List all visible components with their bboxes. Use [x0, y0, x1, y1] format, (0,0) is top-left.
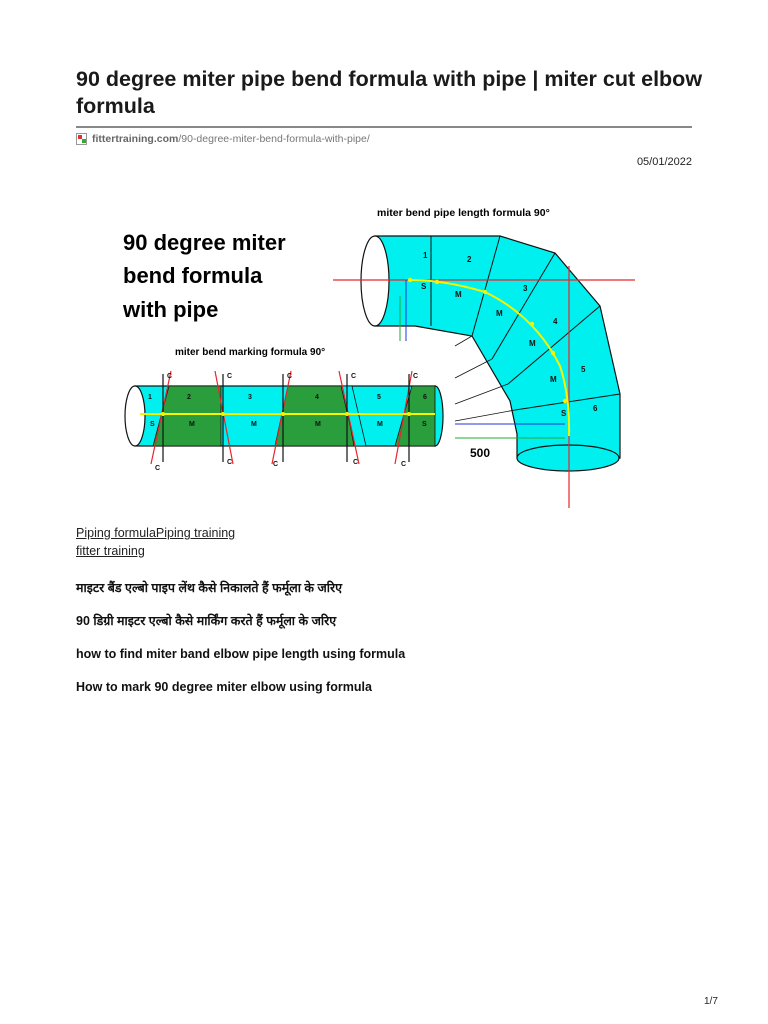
pipe-label-m2: M: [251, 421, 257, 428]
broken-image-icon: [76, 133, 88, 145]
figure-heading-line-3: with pipe: [123, 297, 219, 322]
elbow-seg-4: 4: [553, 317, 558, 326]
elbow-seg-5: 5: [581, 365, 586, 374]
tag-piping-formula[interactable]: Piping formula: [76, 526, 156, 540]
cut-label-c8: C: [273, 461, 279, 468]
cut-label-c9: C: [353, 459, 359, 466]
cut-label-c3: C: [287, 373, 293, 380]
elbow-seg-6: 6: [593, 404, 598, 413]
page-title: 90 degree miter pipe bend formula with pipe | miter cut elbow formula: [76, 67, 703, 118]
elbow-label-m2: M: [496, 309, 503, 318]
paragraph-english-1: how to find miter band elbow pipe length using formula: [76, 647, 406, 661]
marking-caption: miter bend marking formula 90°: [175, 347, 326, 358]
cut-label-c2: C: [227, 373, 233, 380]
cut-label-c5: C: [413, 373, 419, 380]
elbow-seg-1: 1: [423, 251, 428, 260]
pipe-seg-5: 5: [377, 394, 381, 401]
cut-label-c6: C: [155, 465, 161, 472]
page-number: 1/7: [704, 996, 718, 1007]
paragraph-hindi-1: माइटर बैंड एल्बो पाइप लेंथ कैसे निकालते हैं फर्मूला के जरिए: [76, 581, 343, 595]
pipe-seg-1: 1: [148, 394, 152, 401]
publish-date: 05/01/2022: [636, 156, 692, 168]
elbow-label-m4: M: [550, 375, 557, 384]
elbow-label-s2: S: [561, 409, 567, 418]
cut-label-c4: C: [351, 373, 357, 380]
cut-label-c7: C: [227, 459, 233, 466]
elbow-label-m1: M: [455, 290, 462, 299]
source-domain[interactable]: fittertraining.com: [92, 133, 179, 145]
tag-piping-training[interactable]: Piping training: [155, 526, 236, 540]
elbow-seg-3: 3: [523, 284, 528, 293]
source-link[interactable]: [76, 133, 370, 145]
elbow-label-s1: S: [421, 282, 427, 291]
source-path[interactable]: /90-degree-miter-bend-formula-with-pipe/: [178, 133, 370, 145]
pipe-seg-2: 2: [187, 394, 191, 401]
elbow-label-m3: M: [529, 339, 536, 348]
straight-pipe-marking: [125, 371, 443, 472]
figure-heading-line-2: bend formula: [123, 263, 263, 288]
pipe-seg-3: 3: [248, 394, 252, 401]
miter-bend-diagram: [115, 196, 640, 508]
cut-label-c10: C: [401, 461, 407, 468]
cut-label-c1: C: [167, 373, 173, 380]
elbow-caption: miter bend pipe length formula 90°: [377, 207, 550, 219]
elbow-seg-2: 2: [467, 255, 472, 264]
pipe-label-m3: M: [315, 421, 321, 428]
dimension-label: 500: [470, 446, 491, 460]
figure-heading-line-1: 90 degree miter: [123, 230, 286, 255]
pipe-label-m1: M: [189, 421, 195, 428]
title-divider: [76, 126, 692, 128]
miter-elbow: [333, 236, 635, 508]
pipe-seg-4: 4: [315, 394, 319, 401]
pipe-label-m4: M: [377, 421, 383, 428]
paragraph-hindi-2: 90 डिग्री माइटर एल्बो कैसे मार्किंग करते हैं फर्मूला के जरिए: [76, 614, 337, 628]
pipe-label-s1: S: [150, 421, 155, 428]
tag-fitter-training[interactable]: fitter training: [76, 544, 145, 558]
pipe-seg-6: 6: [423, 394, 427, 401]
tag-links: [76, 524, 235, 560]
pipe-label-s2: S: [422, 421, 427, 428]
paragraph-english-2: How to mark 90 degree miter elbow using formula: [76, 680, 372, 694]
